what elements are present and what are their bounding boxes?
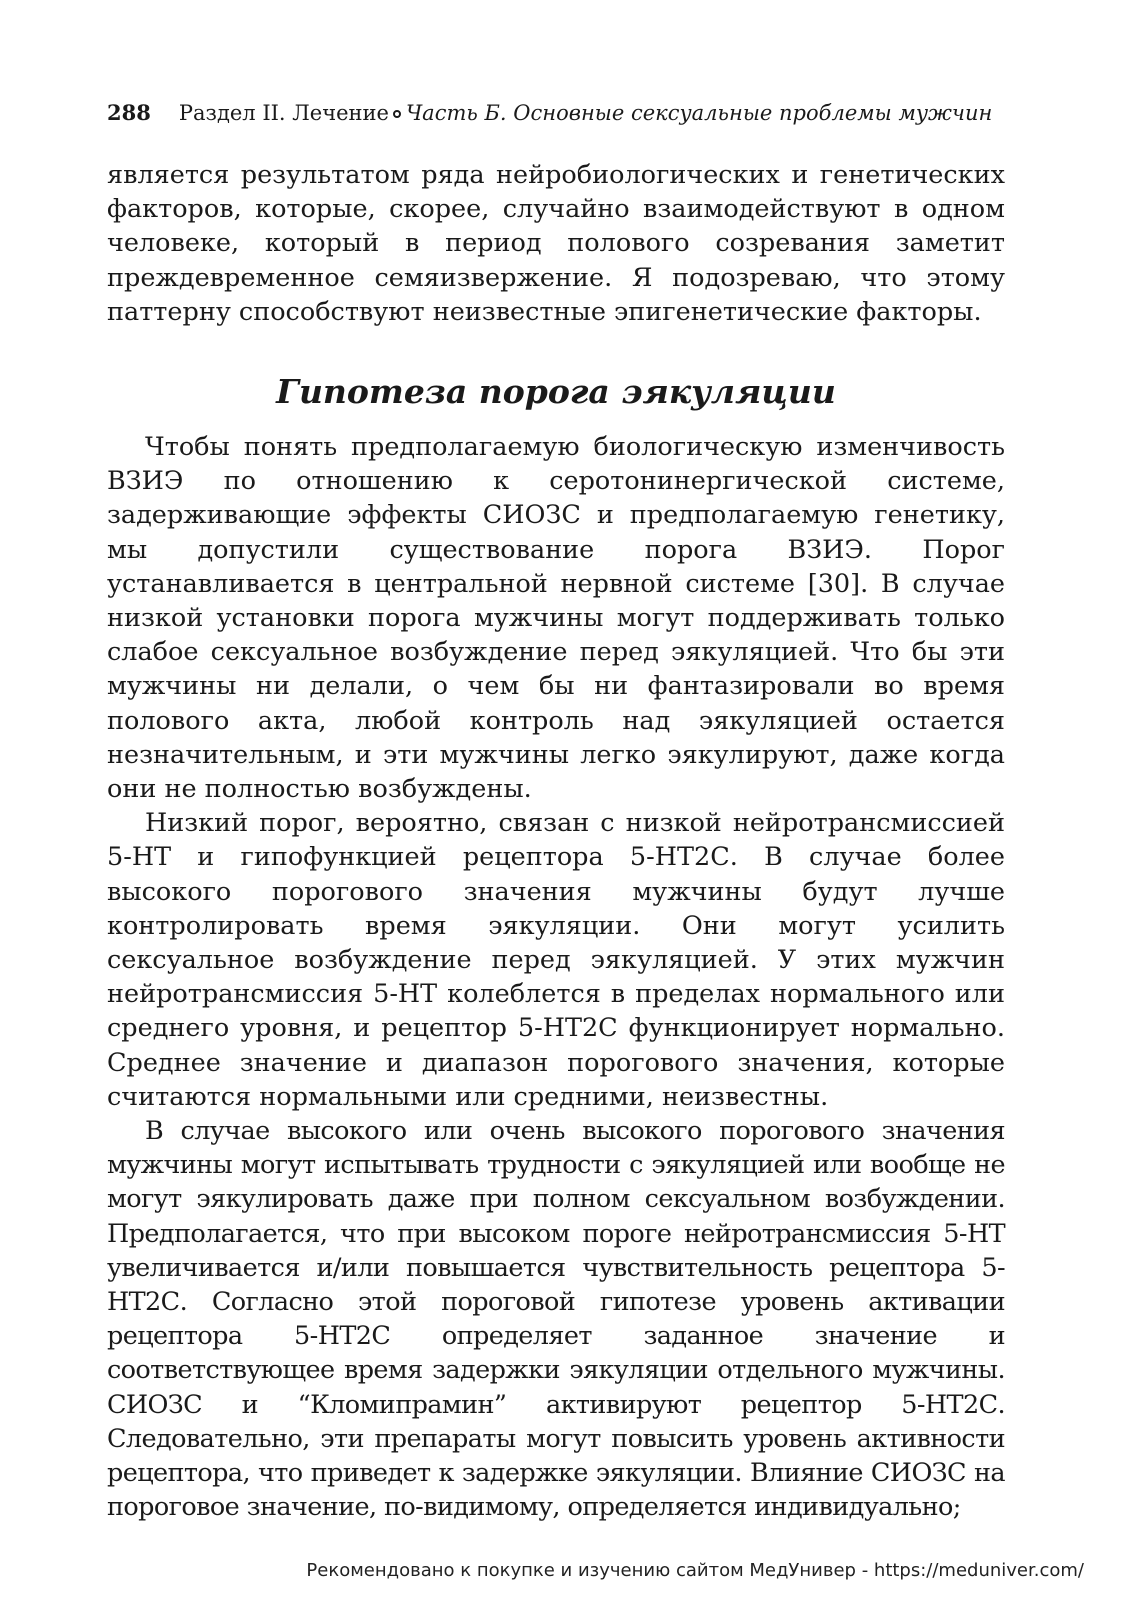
page-number: 288: [107, 100, 151, 125]
part-title: Часть Б. Основные сексуальные проблемы мужчин: [405, 101, 993, 125]
footer-note: Рекомендовано к покупке и изучению сайтом МедУнивер - https://meduniver.com/: [306, 1560, 1084, 1581]
paragraph: Низкий порог, вероятно, связан с низкой нейротрансмиссией 5-НТ и гипофункцией рецептора 5-НТ2С. В случае более высокого порогового значения мужчины будут лучше контролировать время эякуляции. Они могут усилить сексуальное возбуждение перед эякуляцией. У этих мужчин нейротрансмиссия 5-НТ колеблется в пределах нормального или среднего уровня, и рецептор 5-НТ2С функционирует нормально. Среднее значение и диапазон порогового значения, которые считаются нормальными или средними, неизвестны.: [107, 808, 1005, 1112]
intro-paragraph: является результатом ряда нейробиологических и генетических факторов, которые, скорее, случайно взаимодействуют в одном человеке, который в период полового созревания заметит преждевременное семяизвержение. Я подозреваю, что этому паттерну способствуют неизвестные эпигенетические факторы.: [107, 160, 1005, 327]
running-header: [107, 96, 992, 130]
section-title: Раздел II. Лечение: [178, 101, 389, 125]
bullet-separator-icon: [393, 110, 401, 118]
paragraph: В случае высокого или очень высокого порогового значения мужчины могут испытывать трудности с эякуляцией или вообще не могут эякулировать даже при полном сексуальном возбуждении. Предполагается, что при высоком пороге нейротрансмиссия 5-НТ увеличивается и/или повышается чувствительность рецептора 5-НТ2С. Согласно этой пороговой гипотезе уровень активации рецептора 5-НТ2С определяет заданное значение и соответствующее время задержки эякуляции отдельного мужчины. СИОЗС и “Кломипрамин” активируют рецептор 5-НТ2С. Следовательно, эти препараты могут повысить уровень активности рецептора, что приведет к задержке эякуляции. Влияние СИОЗС на пороговое значение, по-видимому, определяется индивидуально;: [107, 1116, 1005, 1523]
intro-paragraph-block: [107, 158, 1005, 329]
body-text: [107, 430, 1005, 1525]
paragraph: Чтобы понять предполагаемую биологическую изменчивость ВЗИЭ по отношению к серотонинергической системе, задерживающие эффекты СИОЗС и предполагаемую генетику, мы допустили существование порога ВЗИЭ. Порог устанавливается в центральной нервной системе [30]. В случае низкой установки порога мужчины могут поддерживать только слабое сексуальное возбуждение перед эякуляцией. Что бы эти мужчины ни делали, о чем бы ни фантазировали во время полового акта, любой контроль над эякуляцией остается незначительным, и эти мужчины легко эякулируют, даже когда они не полностью возбуждены.: [107, 432, 1005, 805]
section-heading: Гипотеза порога эякуляции: [276, 372, 836, 411]
